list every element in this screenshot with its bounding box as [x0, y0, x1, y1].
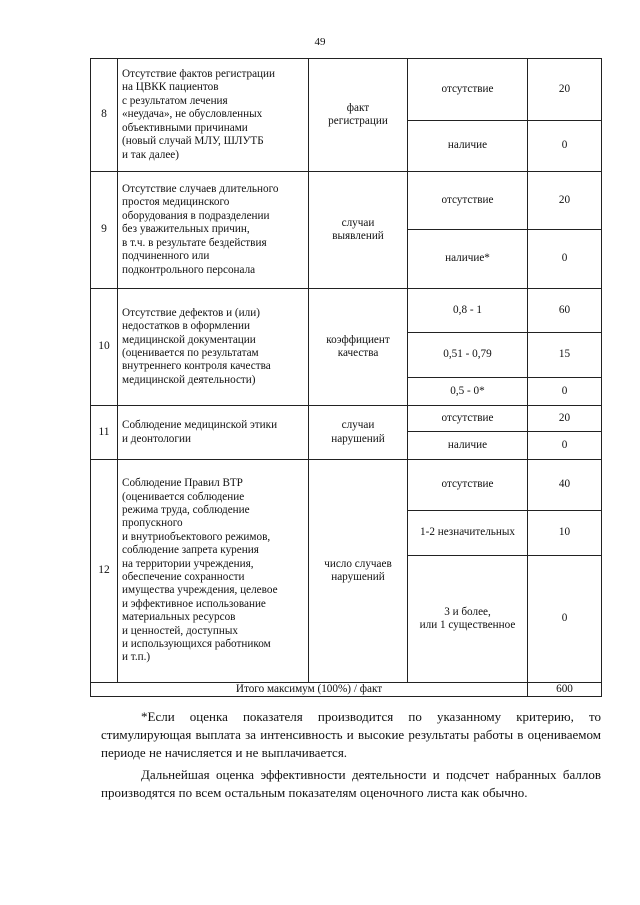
text-line: внутреннего контроля качества [122, 360, 271, 373]
text-line: качества [337, 347, 379, 359]
text-line: подконтрольного персонала [122, 263, 256, 276]
text-line: Отсутствие случаев длительного [122, 183, 279, 196]
criterion-number: 9 [91, 172, 118, 289]
criterion-number: 11 [91, 406, 118, 460]
criterion-unit [309, 172, 408, 289]
text-line: режима труда, соблюдение [122, 503, 250, 516]
text-line: подчиненного или [122, 250, 210, 263]
text-line: «неудача», не обусловленных [122, 108, 263, 121]
text-line: медицинской документации [122, 333, 256, 346]
criterion-unit [309, 289, 408, 406]
text-line: наличие* [445, 252, 490, 265]
text-line: объективными причинами [122, 121, 248, 134]
text-line: 3 и более, [444, 605, 491, 618]
text-line: Соблюдение Правил ВТР [122, 477, 243, 490]
text-line: число случаев [324, 557, 392, 570]
text-line: (оценивается соблюдение [122, 490, 245, 503]
criterion-number: 10 [91, 289, 118, 406]
text-line: 1-2 незначительных [420, 526, 515, 539]
condition-label [408, 59, 528, 121]
condition-label [408, 333, 528, 378]
text-line: отсутствие [441, 193, 494, 206]
condition-points: 0 [528, 230, 602, 289]
condition-points: 15 [528, 333, 602, 378]
text-line: отсутствие [441, 411, 494, 424]
text-line: и использующихся работником [122, 638, 271, 651]
footnote-block [101, 708, 601, 802]
text-line: наличие [447, 139, 488, 152]
criterion-description [118, 406, 309, 460]
total-value: 600 [528, 683, 602, 697]
table-row [91, 460, 602, 511]
closing-paragraph: Дальнейшая оценка эффективности деятельности и подсчет набранных баллов производятся по всем остальным показателям оценочного листа как обычно. [101, 767, 601, 800]
table-row [91, 172, 602, 230]
condition-label [408, 406, 528, 432]
text-line: 0,8 - 1 [453, 303, 482, 316]
text-line: на территории учреждения, [122, 557, 254, 570]
criteria-table-body [91, 59, 602, 697]
text-line: недостатков в оформлении [122, 320, 250, 333]
condition-points: 20 [528, 406, 602, 432]
text-line: и ценностей, доступных [122, 624, 238, 637]
total-row [91, 683, 602, 697]
criterion-number: 12 [91, 460, 118, 683]
criterion-unit [309, 59, 408, 172]
condition-points: 60 [528, 289, 602, 333]
condition-points: 0 [528, 378, 602, 406]
total-label: Итого максимум (100%) / факт [91, 683, 528, 697]
text-line: 0,51 - 0,79 [443, 348, 492, 361]
text-line: (новый случай МЛУ, ШЛУТБ [122, 135, 264, 148]
text-line: и так далее) [122, 148, 180, 161]
condition-label [408, 556, 528, 683]
condition-label [408, 172, 528, 230]
text-line: регистрации [328, 115, 388, 127]
criterion-number: 8 [91, 59, 118, 172]
text-line: наличие [447, 438, 488, 451]
text-line: в т.ч. в результате бездействия [122, 236, 267, 249]
text-line: материальных ресурсов [122, 611, 236, 624]
text-line: или 1 существенное [419, 619, 516, 631]
text-line: и деонтологии [122, 432, 191, 445]
table-row [91, 59, 602, 121]
condition-points: 0 [528, 121, 602, 172]
condition-label [408, 460, 528, 511]
text-line: обеспечение сохранности [122, 571, 245, 583]
text-line: факт [346, 101, 370, 114]
table-row [91, 289, 602, 333]
condition-points: 0 [528, 556, 602, 683]
criterion-description [118, 289, 309, 406]
table-row [91, 406, 602, 432]
text-line: с результатом лечения [122, 94, 228, 107]
criterion-description [118, 172, 309, 289]
criterion-unit [309, 406, 408, 460]
condition-points: 0 [528, 432, 602, 460]
criterion-unit [309, 460, 408, 683]
text-line: нарушений [331, 571, 385, 583]
condition-points: 10 [528, 511, 602, 556]
text-line: пропускного [122, 517, 183, 530]
condition-points: 40 [528, 460, 602, 511]
text-line: простоя медицинского [122, 196, 230, 209]
text-line: отсутствие [441, 478, 494, 491]
text-line: Отсутствие фактов регистрации [122, 68, 275, 81]
criterion-description [118, 59, 309, 172]
text-line: нарушений [331, 432, 385, 445]
text-line: и т.п.) [122, 651, 151, 664]
text-line: имущества учреждения, целевое [122, 584, 278, 597]
text-line: Соблюдение медицинской этики [122, 419, 278, 432]
condition-label [408, 432, 528, 460]
condition-label [408, 378, 528, 406]
text-line: выявлений [332, 230, 384, 242]
text-line: оборудования в подразделении [122, 209, 270, 222]
condition-label [408, 121, 528, 172]
text-line: соблюдение запрета курения [122, 544, 259, 557]
text-line: и эффективное использование [122, 597, 266, 610]
text-line: на ЦВКК пациентов [122, 81, 219, 94]
condition-points: 20 [528, 172, 602, 230]
condition-points: 20 [528, 59, 602, 121]
criteria-table [90, 58, 602, 697]
text-line: случаи [341, 419, 375, 432]
page-number: 49 [314, 36, 326, 48]
condition-label [408, 289, 528, 333]
condition-label [408, 511, 528, 556]
text-line: 0,5 - 0* [450, 384, 485, 397]
condition-label [408, 230, 528, 289]
text-line: медицинской деятельности) [122, 373, 256, 386]
text-line: коэффициент [326, 333, 390, 346]
footnote-text: *Если оценка показателя производится по указанному критерию, то стимулирующая выплата за интенсивность и высокие результаты работы в оцениваемом периоде не начисляется и не выплачивается. [101, 709, 601, 760]
criterion-description [118, 460, 309, 683]
text-line: Отсутствие дефектов и (или) [122, 306, 260, 319]
text-line: случаи [341, 216, 375, 229]
text-line: (оценивается по результатам [122, 347, 259, 359]
text-line: и внутриобъектового режимов, [122, 530, 271, 543]
text-line: без уважительных причин, [122, 223, 250, 236]
text-line: отсутствие [441, 82, 494, 95]
